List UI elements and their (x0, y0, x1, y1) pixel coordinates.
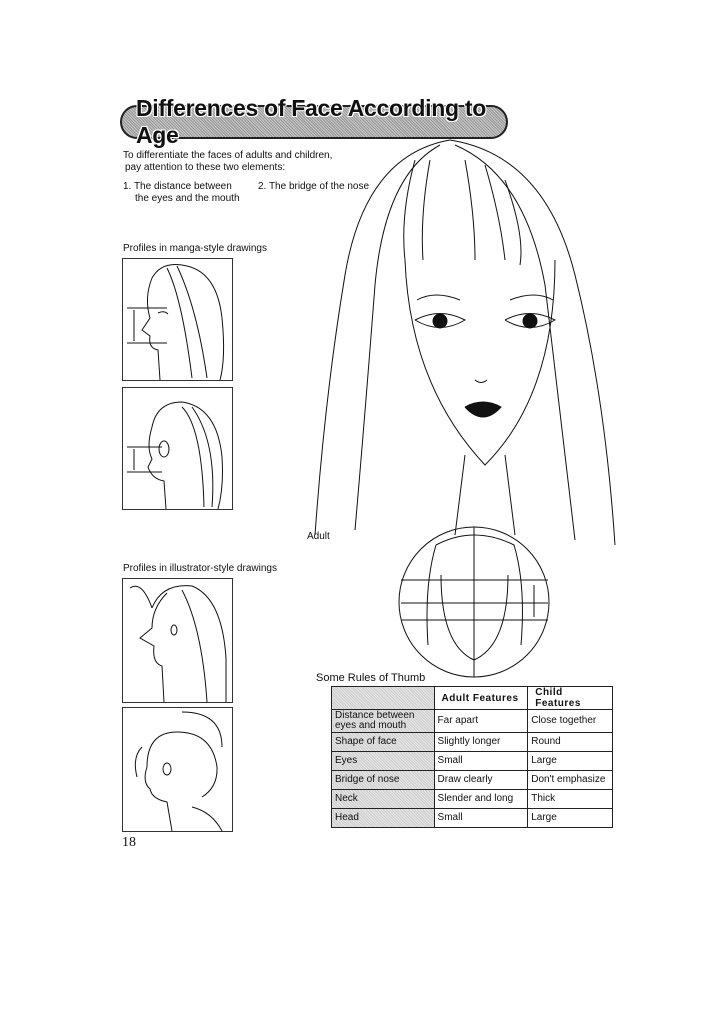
table-row (332, 733, 613, 752)
child-cell: Round (528, 733, 613, 752)
adult-cell: Slightly longer (434, 733, 528, 752)
table-row (332, 710, 613, 733)
adult-cell: Draw clearly (434, 771, 528, 790)
table-row (332, 790, 613, 809)
manga-child-profile-illustration (122, 387, 234, 511)
table-header-child: Child Features (528, 687, 613, 710)
table-title: Some Rules of Thumb (316, 672, 426, 684)
intro-line: To differentiate the faces of adults and children, (123, 150, 333, 161)
element-2: 2. The bridge of the nose (258, 181, 370, 192)
element-1-line: the eyes and the mouth (135, 193, 240, 204)
row-label: Neck (332, 790, 435, 809)
adult-cell: Far apart (434, 710, 528, 733)
adult-cell: Small (434, 809, 528, 828)
illustrator-child-profile-illustration (122, 707, 234, 833)
table-header-adult: Adult Features (434, 687, 528, 710)
intro-text (123, 150, 332, 174)
page-number: 18 (122, 835, 136, 850)
intro-line: pay attention to these two elements: (125, 162, 286, 173)
child-cell: Don't emphasize (528, 771, 613, 790)
table-header-blank (332, 687, 435, 710)
table-header-row (332, 687, 613, 710)
child-cell: Close together (528, 710, 613, 733)
row-label: Head (332, 809, 435, 828)
adult-cell: Small (434, 752, 528, 771)
page-title-banner (120, 95, 508, 148)
child-cell: Large (528, 809, 613, 828)
table-row (332, 771, 613, 790)
child-cell: Large (528, 752, 613, 771)
row-label: Eyes (332, 752, 435, 771)
caption-illustrator: Profiles in illustrator-style drawings (123, 563, 277, 574)
adult-face-illustration (305, 135, 620, 550)
caption-adult: Adult (307, 531, 330, 542)
caption-manga: Profiles in manga-style drawings (123, 243, 267, 254)
element-1 (123, 181, 240, 205)
table-row (332, 809, 613, 828)
row-label: Bridge of nose (332, 771, 435, 790)
table-row (332, 752, 613, 771)
manga-adult-profile-illustration (122, 258, 234, 382)
rules-table (331, 686, 613, 828)
child-cell: Thick (528, 790, 613, 809)
row-label: Distance between eyes and mouth (332, 710, 435, 733)
child-face-proportion-diagram (396, 525, 556, 680)
adult-cell: Slender and long (434, 790, 528, 809)
element-1-line: 1. The distance between (123, 181, 232, 192)
row-label: Shape of face (332, 733, 435, 752)
page-title: Differences of Face According to Age (136, 95, 486, 148)
illustrator-adult-profile-illustration (122, 578, 234, 704)
